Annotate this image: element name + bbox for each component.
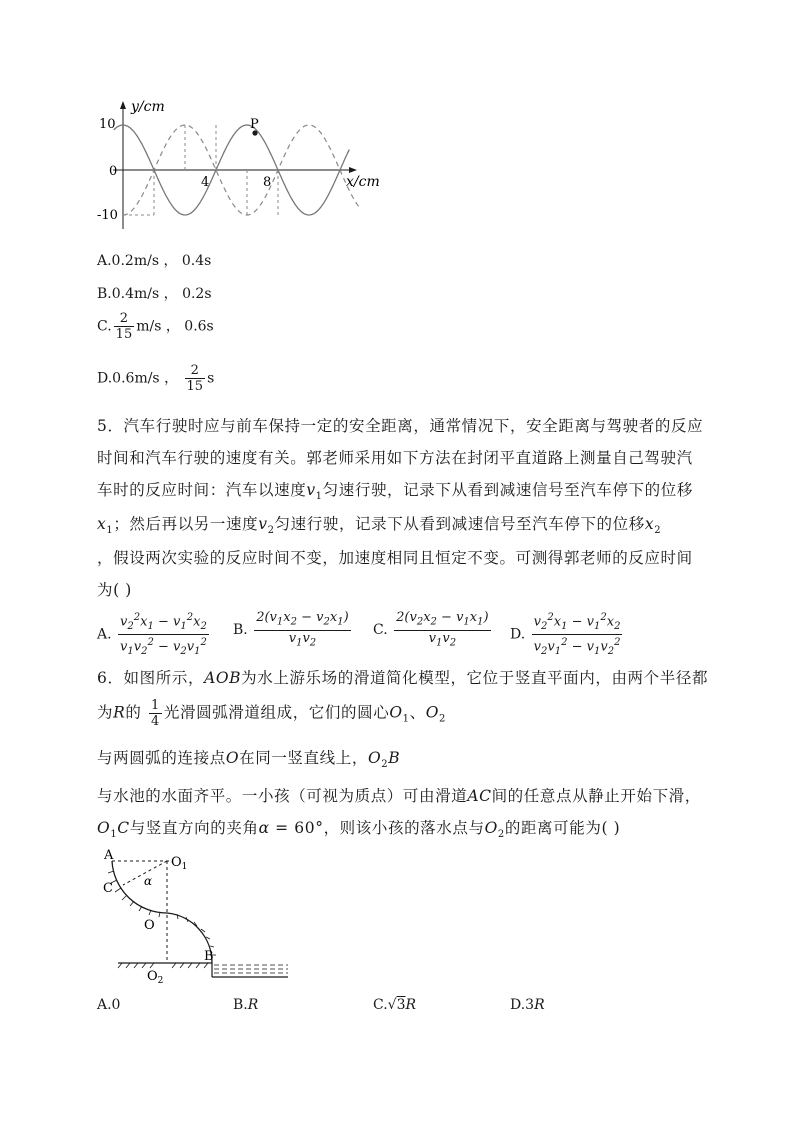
ground-hatching — [118, 963, 208, 968]
q5-line-3: 车时的反应时间：汽车以速度$v_1$匀速行驶，记录下从看到减速信号至汽车停下的位移 — [97, 481, 693, 503]
q4-option-c-prefix: C. — [97, 318, 112, 335]
q5-line-4: $x_1$；然后再以另一速度$v_2$匀速行驶，记录下从看到减速信号至汽车停下的位移$x_2$ — [97, 515, 662, 537]
label-c: C — [103, 881, 113, 896]
x-axis-label: x/cm — [346, 174, 380, 190]
q6-option-a[interactable]: A.0 — [97, 997, 121, 1013]
wave-graph — [95, 95, 395, 235]
tick-label-10: 10 — [99, 117, 116, 132]
q4-option-d-unit: s — [207, 370, 215, 387]
q6-line-4: 与水池的水面齐平。一小孩（可视为质点）可由滑道AC间的任意点从静止开始下滑， — [97, 787, 701, 805]
label-alpha: α — [144, 874, 153, 888]
x-axis-arrow — [349, 167, 357, 173]
q4-option-a[interactable]: A.0.2m/s ， 0.4s — [97, 253, 212, 269]
label-o2: $O_2$ — [147, 969, 164, 985]
q5-line-1: 5．汽车行驶时应与前车保持一定的安全距离，通常情况下，安全距离与驾驶者的反应 — [97, 417, 704, 435]
tick-label-0: 0 — [109, 164, 118, 179]
q6-line-5: $O_1C$与竖直方向的夹角α = 60°，则该小孩的落水点与$O_2$的距离可能为( ) — [97, 819, 621, 841]
water-lines — [214, 965, 288, 973]
tick-label-neg10: -10 — [97, 208, 118, 223]
tick-label-8: 8 — [263, 175, 272, 190]
q6-option-c[interactable]: C.√3R — [373, 997, 417, 1013]
q6-line-2: 为R的 $\frac{1}{4}$ 光滑圆弧滑道组成，它们的圆心$O_1$、$O_2$ — [97, 698, 446, 729]
q6-option-d[interactable]: D.3R — [510, 997, 545, 1013]
label-o: O — [144, 918, 155, 933]
q4-option-d[interactable] — [97, 363, 214, 394]
q5-option-c[interactable]: C. $\frac{2(v_2x_2 - v_1x_1)}{v_1v_2}$ — [373, 610, 489, 649]
q5-line-5: ，假设两次实验的反应时间不变，加速度相同且恒定不变。可测得郭老师的反应时间 — [97, 549, 693, 567]
q4-option-c-fraction: $\frac{2}{15}$ — [115, 311, 133, 342]
y-axis-label: y/cm — [131, 99, 165, 115]
q5-option-a[interactable]: A. $\frac{v_2^2x_1 - v_1^2x_2}{v_1v_2^2 - v_2v_1^2}$ — [97, 612, 207, 657]
q5-option-b[interactable]: B. $\frac{2(v_1x_2 - v_2x_1)}{v_1v_2}$ — [233, 610, 349, 649]
q4-option-b[interactable]: B.0.4m/s ， 0.2s — [97, 286, 212, 302]
q6-option-b[interactable]: B.R — [233, 997, 259, 1013]
q4-option-c[interactable] — [97, 311, 214, 342]
q6-line-3: 与两圆弧的连接点O在同一竖直线上，$O_2B$ — [97, 749, 401, 771]
label-o1: $O_1$ — [171, 855, 188, 872]
point-p-label: P — [250, 117, 259, 132]
upper-arc — [112, 861, 167, 913]
q4-option-d-prefix: D.0.6m/s ， — [97, 370, 179, 387]
q5-option-d[interactable]: D. $\frac{v_2^2x_1 - v_1^2x_2}{v_2v_1^2 - v_1v_2^2}$ — [510, 612, 621, 657]
q4-option-d-fraction: $\frac{2}{15}$ — [186, 363, 204, 394]
tick-label-4: 4 — [201, 175, 210, 190]
q6-line-1: 6．如图所示，AOB为水上游乐场的滑道简化模型，它位于竖直平面内，由两个半径都 — [97, 669, 709, 687]
label-a: A — [104, 848, 114, 863]
q5-line-6: 为( ) — [97, 581, 132, 599]
slide-diagram — [100, 845, 300, 985]
q5-line-2: 时间和汽车行驶的速度有关。郭老师采用如下方法在封闭平直道路上测量自己驾驶汽 — [97, 449, 693, 467]
y-axis-arrow — [120, 101, 126, 109]
label-b: B — [204, 949, 214, 964]
q4-option-c-rest: m/s ， 0.6s — [136, 318, 214, 335]
